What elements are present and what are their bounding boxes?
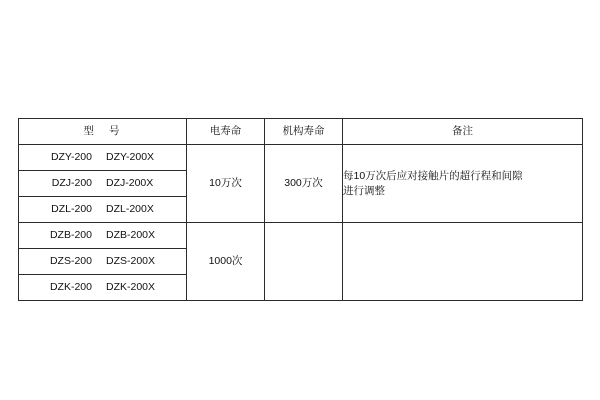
model-code-primary: DZS-200	[49, 255, 92, 268]
header-label-remark: 备注	[452, 125, 473, 138]
header-label-model: 型 号	[83, 125, 126, 138]
spec-table-container	[18, 118, 582, 301]
cell-remark-group2	[343, 223, 583, 301]
cell-electrical-life-group1: 10万次	[187, 145, 265, 223]
cell-model	[19, 275, 187, 301]
model-code-primary: DZK-200	[49, 281, 92, 294]
table-row	[19, 145, 583, 171]
cell-model	[19, 171, 187, 197]
header-cell-electrical-life	[187, 119, 265, 145]
cell-mechanical-life-group1: 300万次	[265, 145, 343, 223]
model-code-primary: DZY-200	[50, 151, 92, 164]
spec-table	[18, 118, 583, 301]
table-row	[19, 223, 583, 249]
header-label-mechanical-life: 机构寿命	[282, 125, 325, 138]
cell-remark-group1	[343, 145, 583, 223]
cell-model	[19, 223, 187, 249]
header-label-electrical-life: 电寿命	[209, 125, 242, 138]
model-code-primary: DZL-200	[51, 203, 92, 216]
model-code-variant: DZY-200X	[106, 151, 155, 164]
cell-electrical-life-group2: 1000次	[187, 223, 265, 301]
header-cell-mechanical-life	[265, 119, 343, 145]
model-code-primary: DZJ-200	[51, 177, 92, 190]
model-code-variant: DZS-200X	[105, 255, 156, 268]
cell-mechanical-life-group2	[265, 223, 343, 301]
remark-line-1: 每10万次后应对接触片的超行程和间隙	[343, 170, 523, 183]
model-code-primary: DZB-200	[49, 229, 92, 242]
cell-model	[19, 145, 187, 171]
table-header-row	[19, 119, 583, 145]
header-cell-model	[19, 119, 187, 145]
cell-model	[19, 249, 187, 275]
model-code-variant: DZK-200X	[105, 281, 156, 294]
remark-line-2: 进行调整	[343, 184, 385, 197]
model-code-variant: DZJ-200X	[106, 177, 154, 190]
model-code-variant: DZL-200X	[106, 203, 154, 216]
header-cell-remark	[343, 119, 583, 145]
cell-model	[19, 197, 187, 223]
model-code-variant: DZB-200X	[105, 229, 156, 242]
